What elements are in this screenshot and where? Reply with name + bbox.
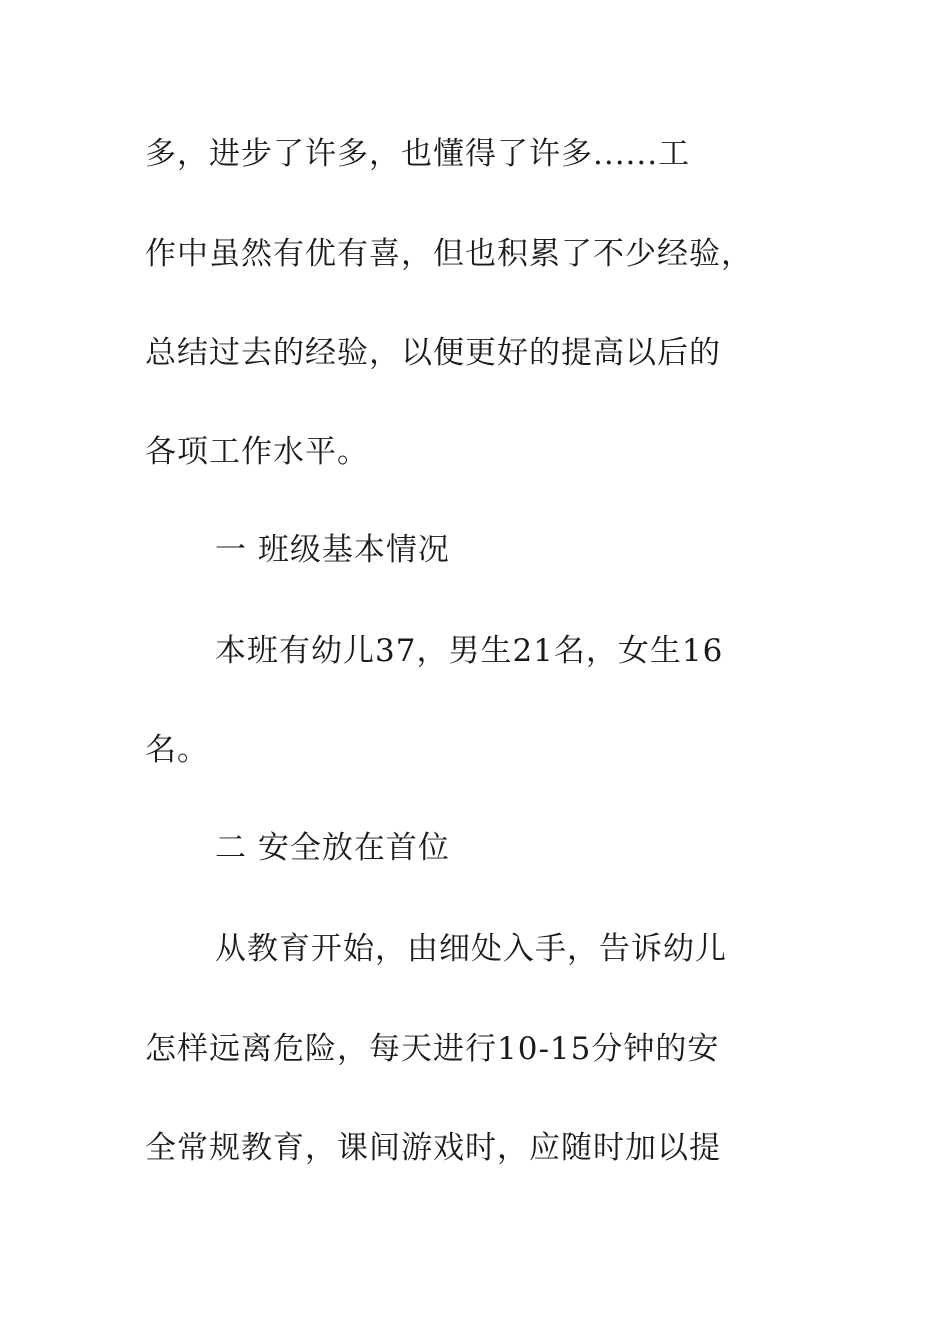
paragraph-line: 怎样远离危险，每天进行10-15分钟的安	[145, 1031, 720, 1067]
paragraph-line: 本班有幼儿37，男生21名，女生16	[215, 633, 724, 669]
paragraph-line: 名。	[145, 732, 209, 768]
section-heading-safety: 二 安全放在首位	[215, 830, 450, 866]
section-heading-class-info: 一 班级基本情况	[215, 532, 450, 568]
paragraph-line: 全常规教育，课间游戏时，应随时加以提	[145, 1130, 721, 1166]
paragraph-line: 总结过去的经验，以便更好的提高以后的	[145, 335, 721, 371]
paragraph-line: 从教育开始，由细处入手，告诉幼儿	[215, 931, 727, 967]
paragraph-line: 各项工作水平。	[145, 434, 369, 470]
paragraph-line: 多，进步了许多，也懂得了许多......工	[145, 136, 691, 172]
paragraph-line: 作中虽然有优有喜，但也积累了不少经验，	[145, 236, 753, 272]
